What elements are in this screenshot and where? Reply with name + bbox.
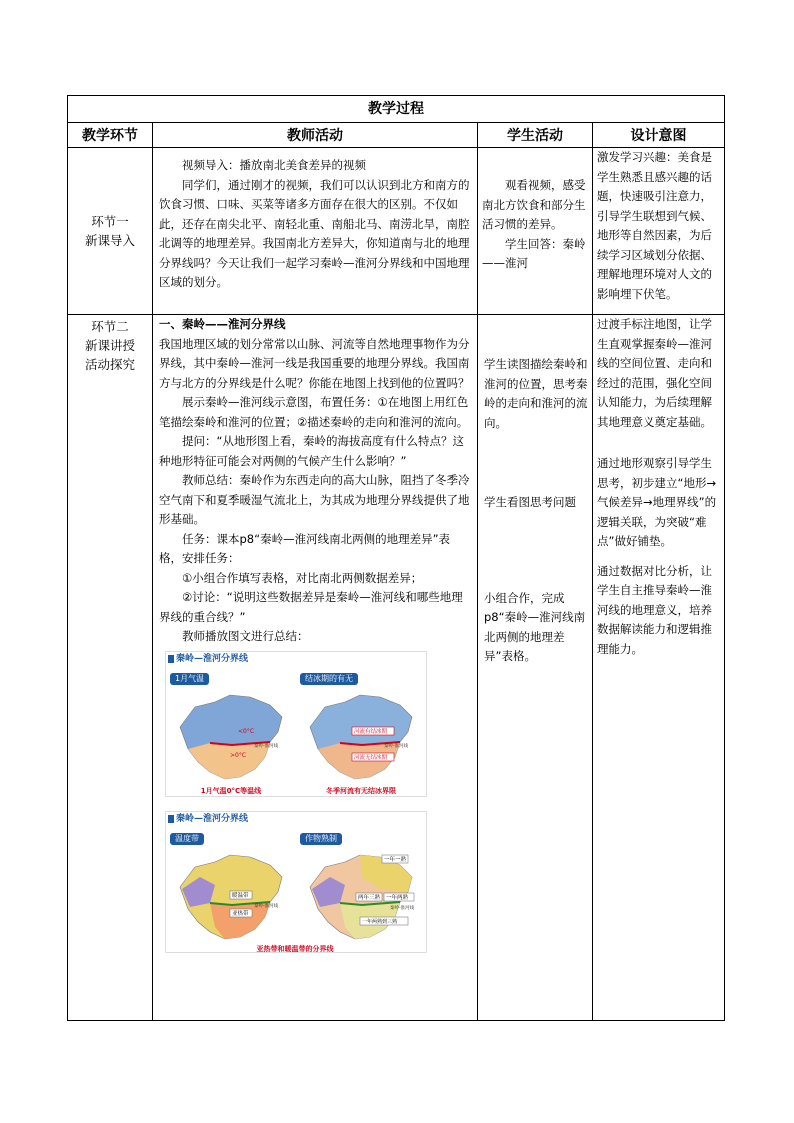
map-tag: 结冰期的有无 <box>300 673 358 685</box>
intent-text: 激发学习兴趣：美食是学生熟悉且感兴趣的话题，快速吸引注意力，引导学生联想到气候、地形等自然因素，为后续学习区域划分依据、理解地理环境对人文的影响埋下伏笔。 <box>597 150 712 301</box>
qinling-huaihe-figure-2 <box>165 811 427 953</box>
intent-text: 通过数据对比分析，让学生自主推导秦岭—淮河线的地理意义，培养数据解读能力和逻辑推理能力。 <box>597 563 712 656</box>
january-temperature-map <box>170 668 292 797</box>
table-title: 教学过程 <box>68 96 725 123</box>
map-label: >0°C <box>230 752 247 759</box>
map-label: 亚热带 <box>232 911 249 917</box>
student-text: 学生看图思考问题 <box>484 495 576 509</box>
teacher-text: 任务：课本p8“秦岭—淮河线南北两侧的地理差异”表格，安排任务： <box>159 531 451 565</box>
header-intent: 设计意图 <box>593 123 725 148</box>
map-label: 秦岭-淮河线 <box>254 744 279 749</box>
map-label: 秦岭-淮河线 <box>390 906 415 911</box>
intent-cell-2 <box>593 315 725 1021</box>
china-map-icon <box>300 687 422 787</box>
china-map-icon <box>170 687 292 787</box>
china-map-icon <box>170 847 292 945</box>
map-tag: 作物熟制 <box>300 833 342 845</box>
crop-ripening-map <box>300 828 422 955</box>
teacher-text: 视频导入：播放南北美食差异的视频 <box>182 158 366 172</box>
china-map-icon <box>300 847 422 945</box>
header-stage: 教学环节 <box>68 123 153 148</box>
map-label: 秦岭-淮河线 <box>254 904 279 909</box>
teacher-text: 教师播放图文进行总结： <box>182 629 309 643</box>
stage-label: 新课讲授 <box>84 338 135 353</box>
map-caption: 1月气温0°C等温线 <box>200 787 262 795</box>
student-text: 观看视频，感受南北方饮食和部分生活习惯的差异。 <box>482 178 586 231</box>
teacher-cell-1 <box>153 148 478 315</box>
stage-cell-2 <box>68 315 153 1021</box>
figure-title: 秦岭—淮河分界线 <box>166 652 426 666</box>
student-text: 学生回答：秦岭——淮河 <box>482 236 586 270</box>
intent-text: 过渡手标注地图，让学生直观掌握秦岭—淮河线的空间位置、走向和经过的范围，强化空间认知能力，为后续理解其地理意义奠定基础。 <box>597 317 712 429</box>
map-label: 两年三熟 <box>358 895 381 901</box>
stage-cell-1 <box>68 148 153 315</box>
teacher-text: 展示秦岭—淮河线示意图，布置任务：①在地图上用红色笔描绘秦岭和淮河的位置；②描述秦岭的走向和淮河的流向。 <box>159 395 469 429</box>
map-label: 一年两熟到三熟 <box>362 919 398 925</box>
teacher-text: 提问：“从地形图上看，秦岭的海拔高度有什么特点？这种地形特征可能会对两侧的气候产生什么影响？” <box>159 434 464 468</box>
qinling-huaihe-figure-1 <box>165 651 427 797</box>
map-tag: 1月气温 <box>170 673 209 685</box>
map-label: 一年两熟 <box>386 895 409 901</box>
map-label: 秦岭-淮河线 <box>384 744 409 749</box>
river-freezing-map <box>300 668 422 797</box>
student-text: 学生读图描绘秦岭和淮河的位置，思考秦岭的走向和淮河的流向。 <box>484 357 588 430</box>
figure-title: 秦岭—淮河分界线 <box>166 812 426 826</box>
student-cell-2 <box>478 315 593 1021</box>
stage-label: 新课导入 <box>84 233 135 248</box>
map-label: <0°C <box>238 728 255 735</box>
stage-label: 环节二 <box>91 319 129 334</box>
map-label: 一年一熟 <box>384 857 407 863</box>
intent-text: 通过地形观察引导学生思考，初步建立“地形→气候差异→地理界线”的逻辑关联，为突破“难点”做好铺垫。 <box>597 456 717 548</box>
section-heading: 一、秦岭——淮河分界线 <box>159 317 286 331</box>
teacher-text: ②讨论：“说明这些数据差异是秦岭—淮河线和哪些地理界线的重合线？” <box>159 590 463 624</box>
map-label: 河流无结冰期 <box>354 755 388 761</box>
header-student: 学生活动 <box>478 123 593 148</box>
map-caption: 亚热带和暖温带的分界线 <box>256 945 334 953</box>
teacher-text: 教师总结：秦岭作为东西走向的高大山脉，阻挡了冬季冷空气南下和夏季暖湿气流北上，为其成为地理分界线提供了地形基础。 <box>159 473 470 526</box>
intent-cell-1 <box>593 148 725 315</box>
map-label: 河流有结冰期 <box>354 729 388 735</box>
header-teacher: 教师活动 <box>153 123 478 148</box>
teacher-text: 同学们，通过刚才的视频，我们可以认识到北方和南方的饮食习惯、口味、买菜等诸多方面存在很大的区别。不仅如此，还存在南尖北平、南轻北重、南船北马、南涝北旱，南腔北调等的地理差异。我国南北方差异大，你知道南与北的地理分界线吗？今天让我们一起学习秦岭—淮河分界线和中国地理区域的划分。 <box>159 177 470 289</box>
stage-label: 活动探究 <box>84 357 135 372</box>
stage-label: 环节一 <box>91 214 129 229</box>
map-caption: 冬季河流有无结冰界限 <box>326 787 396 795</box>
teacher-text: 我国地理区域的划分常常以山脉、河流等自然地理事物作为分界线，其中秦岭—淮河一线是我国重要的地理分界线。我国南方与北方的分界线是什么呢？你能在地图上找到他的位置吗？ <box>159 336 470 390</box>
map-label: 暖温带 <box>232 893 249 899</box>
student-text: 小组合作，完成p8“秦岭—淮河线南北两侧的地理差异”表格。 <box>484 590 586 663</box>
teaching-process-table <box>67 95 725 1021</box>
teacher-text: ①小组合作填写表格，对比南北两侧数据差异； <box>182 570 423 585</box>
teacher-cell-2 <box>153 315 478 1021</box>
student-cell-1 <box>478 148 593 315</box>
map-tag: 温度带 <box>170 833 204 845</box>
